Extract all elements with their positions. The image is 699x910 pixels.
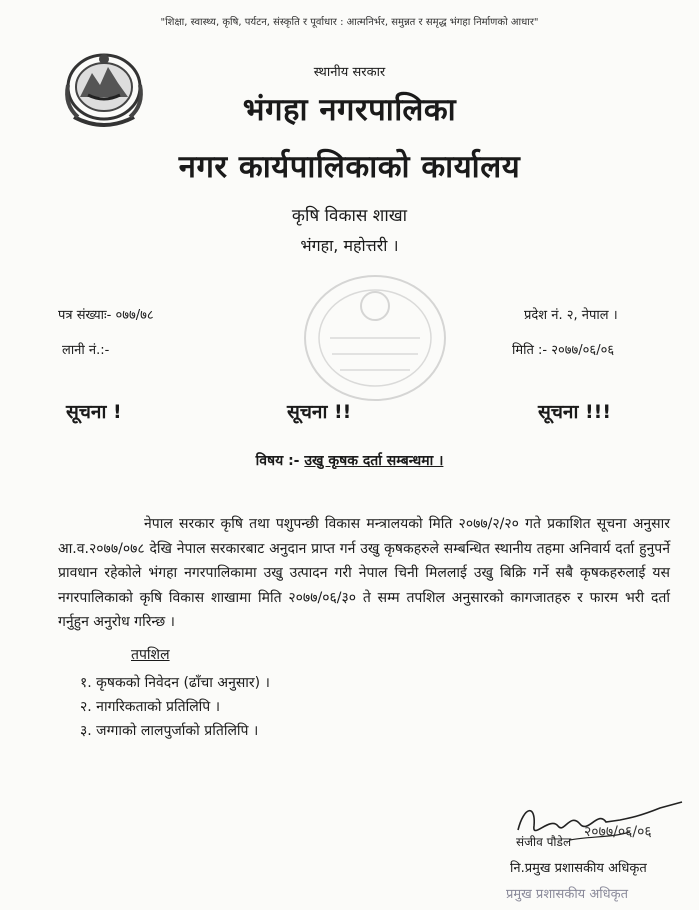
details-title: तपशिल (131, 647, 170, 663)
signatory-name: संजीव पौडेल (516, 835, 572, 849)
motto: "शिक्षा, स्वास्थ्य, कृषि, पर्यटन, संस्कृति र पूर्वाधार : आत्मनिर्भर, समुन्नत र समृद्ध भंगहा निर्माणको आधार" (160, 17, 539, 28)
letter-date: मिति :- २०७७/०६/०६ (512, 343, 615, 358)
office-title: नगर कार्यपालिकाको कार्यालय (178, 149, 521, 185)
letter-number: पत्र संख्याः- ०७७/७८ (58, 308, 154, 323)
details-list (80, 671, 270, 743)
dispatch-number: लानी नं.:- (62, 343, 110, 358)
signed-date-mark: २०७७/०६/०६ (584, 824, 652, 840)
list-item: ३. जग्गाको लालपुर्जाको प्रतिलिपि । (80, 723, 259, 739)
office-stamp-icon (300, 268, 450, 408)
municipality-title: भंगहा नगरपालिका (242, 92, 457, 128)
subject-label: विषय :- (255, 453, 300, 469)
local-government-label: स्थानीय सरकार (313, 65, 386, 80)
province-label: प्रदेश नं. २, नेपाल । (524, 308, 618, 323)
address: भंगहा, महोत्तरी । (300, 236, 399, 255)
notice-word-1: सूचना ! (66, 401, 122, 423)
notice-body (58, 512, 670, 635)
notice-paragraph: नेपाल सरकार कृषि तथा पशुपन्छी विकास मन्त्रालयको मिति २०७७/२/२० गते प्रकाशित सूचना अनुसार आ.व.२०७७/०७८ देखि नेपाल सरकारबाट अनुदान प्राप्त गर्न उखु कृषकहरुले सम्बन्धित स्थानीय तहमा अनिवार्य दर्ता हुनुपर्ने प्रावधान रहेकोले भंगहा नगरपालिकामा उखु उत्पादन गरी नेपाल चिनी मिललाई उखु बिक्रि गर्ने सबै कृषकहरुलाई यस नगरपालिकाको कृषि विकास शाखामा मिति २०७७/०६/३० ते सम्म तपशिल अनुसारको कागजातहरु र फारम भरी दर्ता गर्नुहुन अनुरोध गरिन्छ । (58, 516, 670, 630)
signatory-designation: नि.प्रमुख प्रशासकीय अधिकृत (510, 861, 647, 876)
notice-word-2: सूचना !! (287, 401, 352, 423)
branch-name: कृषि विकास शाखा (291, 206, 408, 226)
designation-stamp: प्रमुख प्रशासकीय अधिकृत (506, 887, 629, 902)
subject-line (0, 451, 699, 470)
list-item: २. नागरिकताको प्रतिलिपि । (80, 699, 221, 715)
subject-text: उखु कृषक दर्ता सम्बन्धमा । (304, 453, 444, 469)
notice-word-3: सूचना !!! (538, 401, 611, 423)
list-item: १. कृषकको निवेदन (ढाँचा अनुसार) । (80, 675, 270, 691)
